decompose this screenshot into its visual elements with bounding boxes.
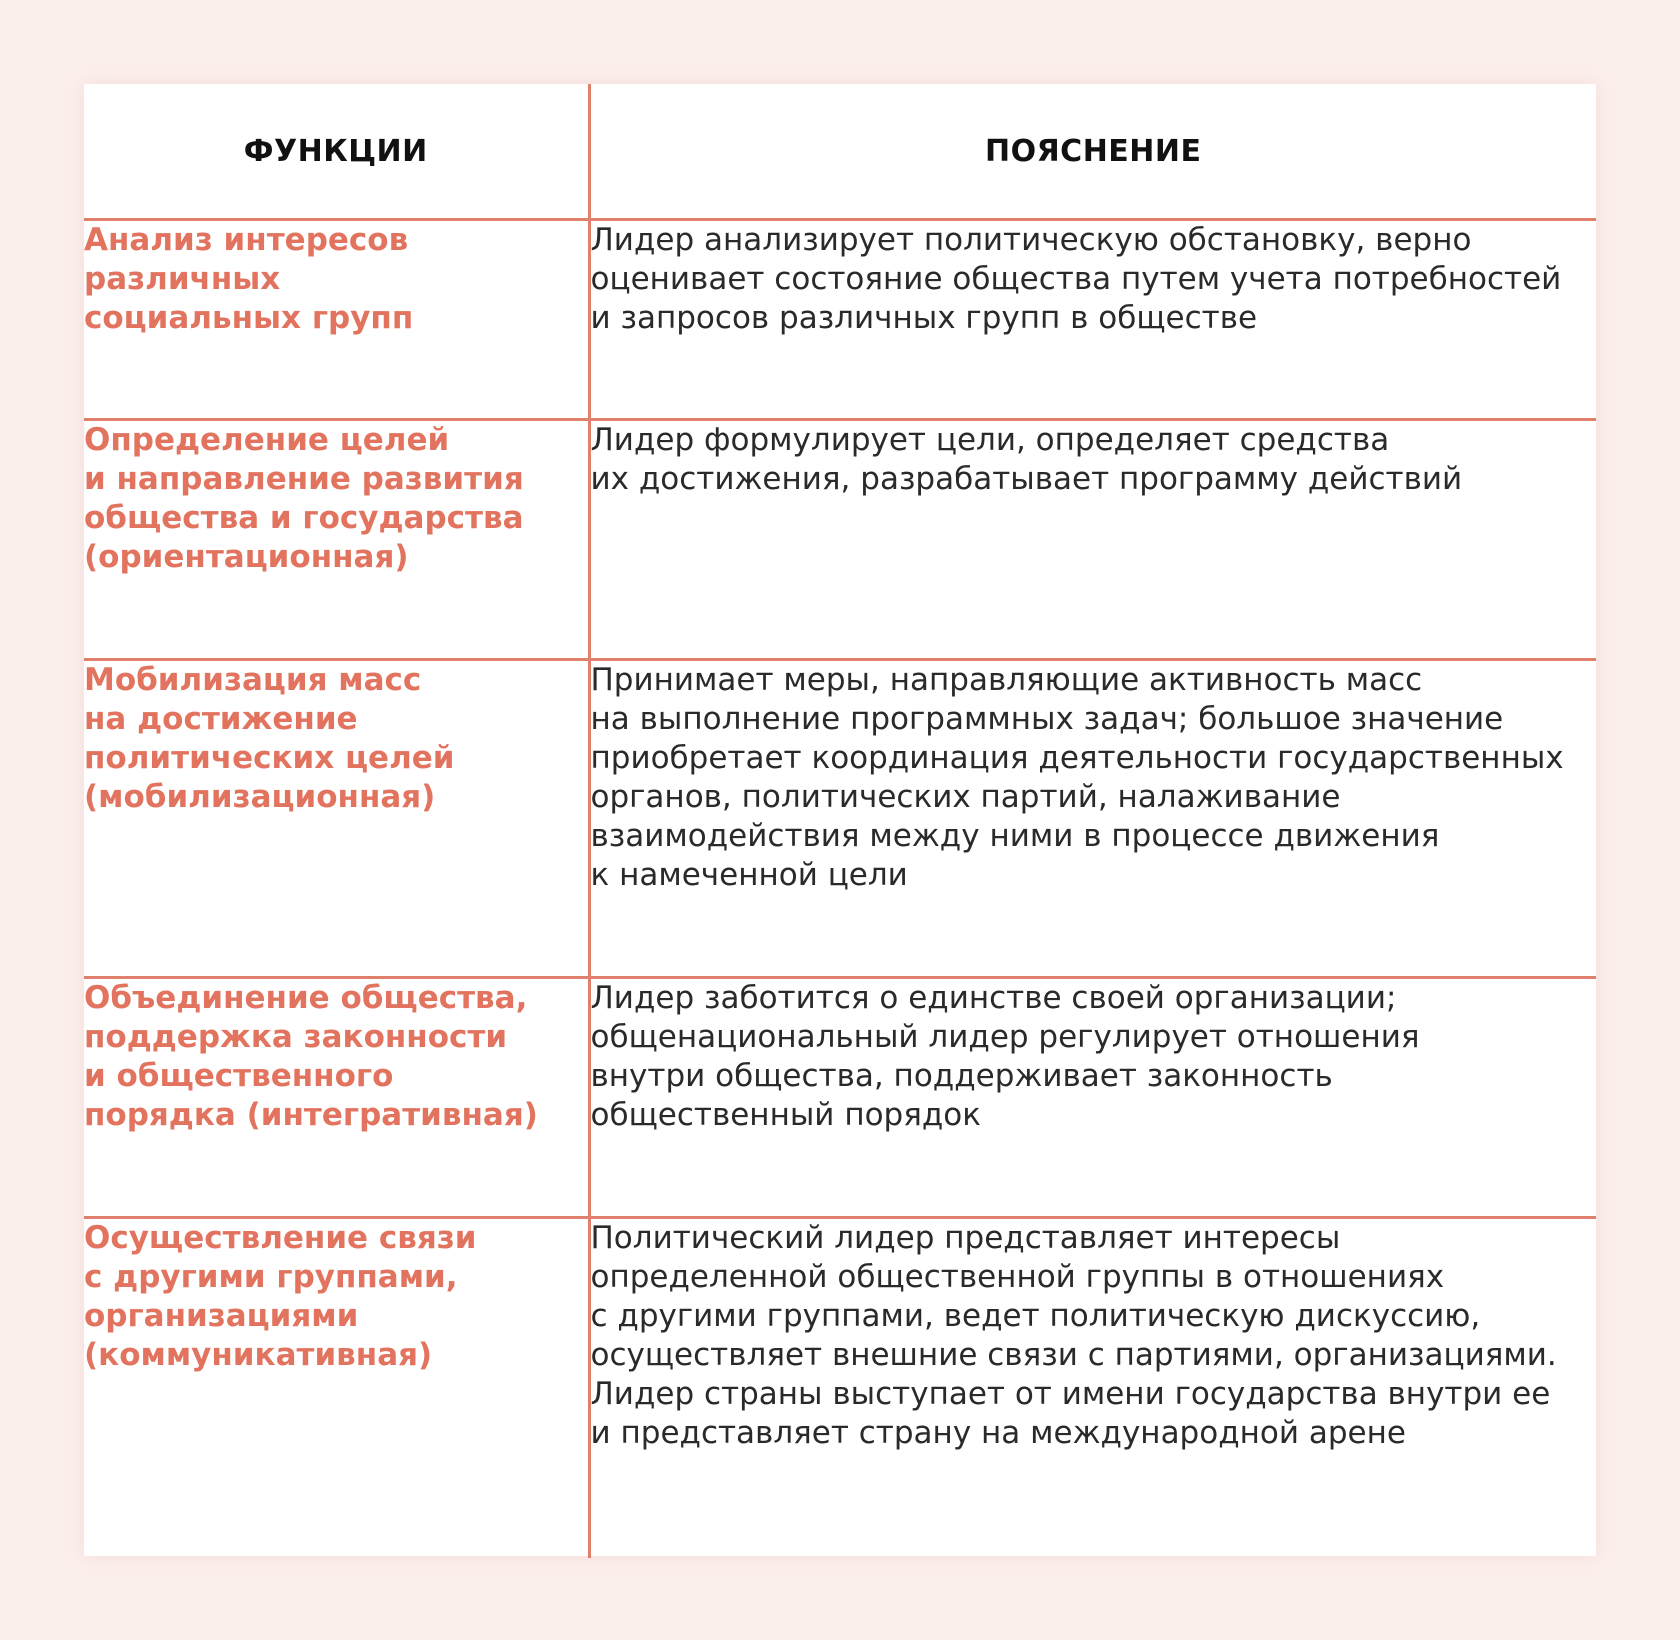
function-cell: Осуществление связи с другими группами, организациями (коммуникативная) xyxy=(84,1220,477,1373)
function-cell: Анализ интересов различных социальных групп xyxy=(84,220,589,420)
explanation-cell: Принимает меры, направляющие активность масс на выполнение программных задач; большое значение приобретает координация деятельности государственных органов, политических партий, налаживание взаимодействия между ними в процессе движения к намеченной цели xyxy=(589,660,1596,978)
function-cell: Объединение общества, поддержка законности и общественного порядка (интегративная) xyxy=(84,978,589,1218)
table-row xyxy=(84,220,1596,420)
explanation-cell: Политический лидер представляет интересы определенной общественной группы в отношениях с другими группами, ведет политическую дискуссию, осуществляет внешние связи с партиями, организациями. Лидер страны выступает от имени государства внутри ее и представляет страну на международной арене xyxy=(589,1218,1596,1558)
functions-table-card xyxy=(84,84,1596,1556)
explanation-cell: Лидер заботится о единстве своей организации; общенациональный лидер регулирует отношения внутри общества, поддерживает законность общественный порядок xyxy=(589,978,1596,1218)
table-row xyxy=(84,1218,1596,1558)
table-row xyxy=(84,660,1596,978)
table-row xyxy=(84,420,1596,660)
header-functions: ФУНКЦИИ xyxy=(84,84,589,220)
function-cell: Определение целей и направление развития общества и государства (ориентационная) xyxy=(84,420,589,660)
table-header-row xyxy=(84,84,1596,220)
table-row xyxy=(84,978,1596,1218)
explanation-cell: Лидер анализирует политическую обстановку, верно оценивает состояние общества путем учета потребностей и запросов различных групп в обществе xyxy=(589,220,1596,420)
functions-table xyxy=(84,84,1596,1558)
header-explanation: ПОЯСНЕНИЕ xyxy=(589,84,1596,220)
explanation-cell: Лидер формулирует цели, определяет средства их достижения, разрабатывает программу действий xyxy=(589,420,1596,660)
function-cell: Мобилизация масс на достижение политических целей (мобилизационная) xyxy=(84,660,589,978)
